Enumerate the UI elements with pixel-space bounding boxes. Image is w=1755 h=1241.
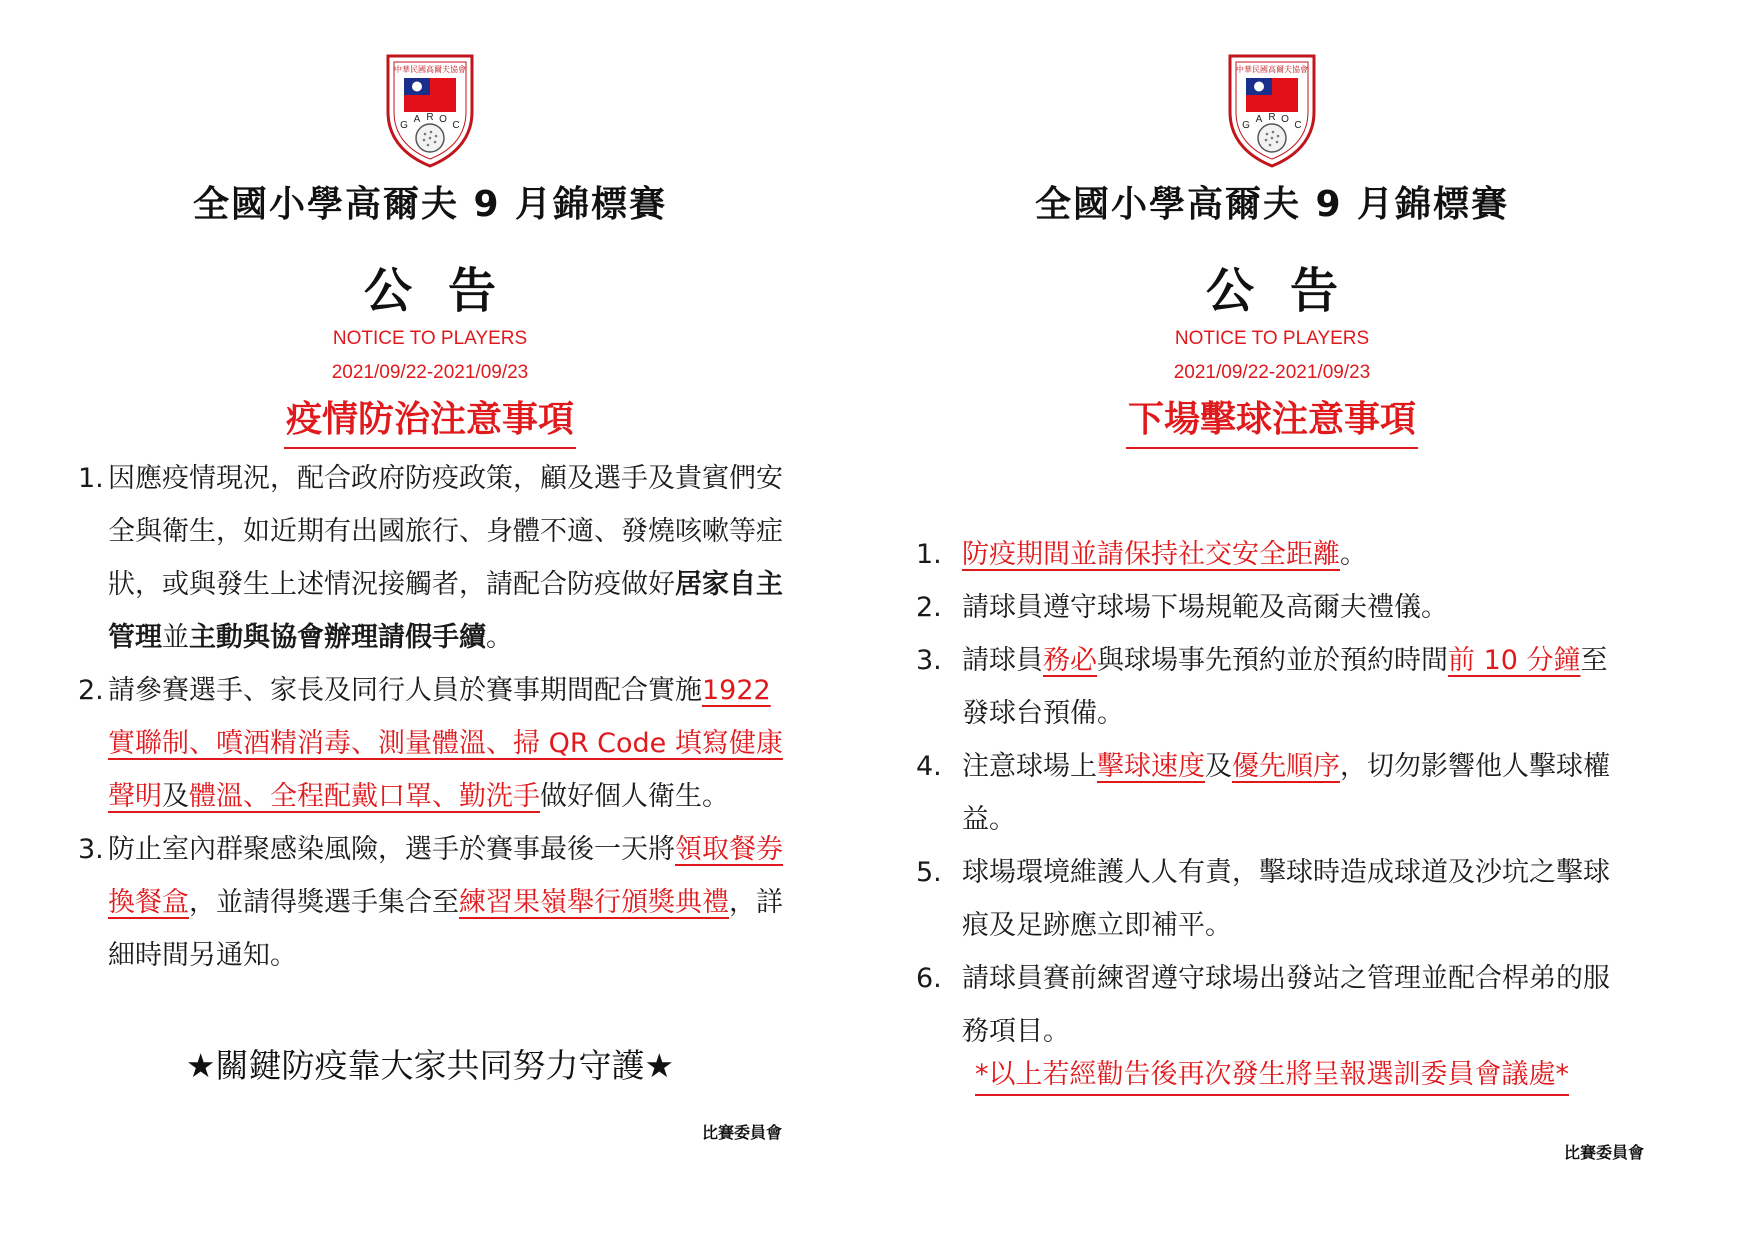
logo-letter-c: C	[452, 120, 460, 131]
item-number: 1.	[916, 539, 942, 570]
item-number: 2.	[78, 675, 104, 706]
notice-heading: 公告	[363, 263, 532, 319]
garoc-logo-icon	[378, 50, 482, 170]
list-item	[912, 846, 1632, 952]
slogan: ★關鍵防疫靠大家共同努力守護★	[185, 1046, 675, 1085]
item-number: 3.	[78, 834, 104, 865]
logo-letter-o: O	[1281, 114, 1289, 125]
item-highlight: 防疫期間並請保持社交安全距離	[962, 539, 1340, 570]
logo-letter-c: C	[1294, 120, 1302, 131]
page-title: 全國小學高爾夫 9 月錦標賽	[1034, 184, 1510, 225]
item-text: 做好個人衛生。	[540, 781, 729, 812]
logo-letter-r: R	[1268, 112, 1276, 123]
notice-en: NOTICE TO PLAYERS	[1174, 328, 1370, 349]
logo-letter-g: G	[400, 120, 408, 131]
item-text: 請參賽選手、家長及同行人員於賽事期間配合實施	[108, 675, 702, 706]
rules-list	[912, 528, 1632, 1058]
list-item	[70, 823, 790, 982]
right-notice-panel	[912, 0, 1644, 1241]
list-item	[912, 528, 1632, 581]
committee-signature: 比賽委員會	[1563, 1143, 1644, 1162]
item-highlight: 擊球速度	[1097, 751, 1205, 782]
logo-letter-a: A	[413, 114, 421, 125]
garoc-logo-icon	[1220, 50, 1324, 170]
item-number: 2.	[916, 592, 942, 623]
item-highlight: 練習果嶺舉行頒獎典禮	[459, 887, 729, 918]
logo-letter-o: O	[439, 114, 447, 125]
list-item	[912, 581, 1632, 634]
item-highlight: 務必	[1043, 645, 1097, 676]
item-text: ，詳細時間另通知。	[108, 887, 783, 971]
item-bold-text: 居家自主管理	[108, 569, 783, 653]
item-text: 防止室內群聚感染風險，選手於賽事最後一天將	[108, 834, 675, 865]
item-highlight: 體溫、全程配戴口罩、勤洗手	[189, 781, 540, 812]
committee-signature: 比賽委員會	[701, 1123, 782, 1142]
item-text: ，切勿影響他人擊球權益。	[962, 751, 1610, 835]
item-highlight: 領取餐券換餐盒	[108, 834, 783, 918]
event-dates: 2021/09/22-2021/09/23	[331, 362, 529, 383]
section-title-text: 下場擊球注意事項	[1126, 397, 1418, 449]
list-item	[70, 664, 790, 823]
logo-org-text: 中華民國高爾夫協會	[1236, 65, 1308, 74]
item-text: 請球員賽前練習遵守球場出發站之管理並配合桿弟的服務項目。	[962, 963, 1610, 1047]
notice-en: NOTICE TO PLAYERS	[332, 328, 528, 349]
item-text: 及	[162, 781, 189, 812]
item-text: 因應疫情現況，配合政府防疫政策，顧及選手及貴賓們安全與衛生，如近期有出國旅行、身體不適、發燒咳嗽等症狀，或與發生上述情況接觸者，請配合防疫做好	[108, 463, 783, 600]
warning-text: *以上若經勸告後再次發生將呈報選訓委員會議處*	[975, 1059, 1569, 1096]
list-item	[912, 634, 1632, 740]
list-item	[70, 452, 790, 664]
list-item	[912, 952, 1632, 1058]
item-text: 請球員	[962, 645, 1043, 676]
item-number: 3.	[916, 645, 942, 676]
page-title: 全國小學高爾夫 9 月錦標賽	[192, 184, 668, 225]
item-highlight: 1922 實聯制、噴酒精消毒、測量體溫、掃 QR Code 填寫健康聲明	[108, 675, 783, 812]
item-number: 4.	[916, 751, 942, 782]
section-title	[70, 397, 790, 449]
event-dates: 2021/09/22-2021/09/23	[1173, 362, 1371, 383]
item-text: 與球場事先預約並於預約時間	[1097, 645, 1448, 676]
item-text: 。	[1340, 539, 1367, 570]
item-bold-text: 主動與協會辦理請假手續	[189, 622, 486, 653]
item-text: 及	[1205, 751, 1232, 782]
item-text: 注意球場上	[962, 751, 1097, 782]
logo-org-text: 中華民國高爾夫協會	[394, 65, 466, 74]
item-number: 5.	[916, 857, 942, 888]
item-number: 6.	[916, 963, 942, 994]
item-text: 並	[162, 622, 189, 653]
item-text: ，並請得獎選手集合至	[189, 887, 459, 918]
notice-heading: 公告	[1205, 263, 1374, 319]
item-text: 至發球台預備。	[962, 645, 1608, 729]
list-item	[912, 740, 1632, 846]
section-title-text: 疫情防治注意事項	[284, 397, 576, 449]
item-text: 。	[486, 622, 513, 653]
logo-letter-a: A	[1255, 114, 1263, 125]
logo-letter-g: G	[1242, 120, 1250, 131]
logo-letter-r: R	[426, 112, 434, 123]
item-text: 請球員遵守球場下場規範及高爾夫禮儀。	[962, 592, 1448, 623]
notice-list	[70, 452, 790, 982]
item-highlight: 前 10 分鐘	[1448, 645, 1581, 676]
item-number: 1.	[78, 463, 104, 494]
section-title	[912, 397, 1632, 449]
item-text: 球場環境維護人人有責，擊球時造成球道及沙坑之擊球痕及足跡應立即補平。	[962, 857, 1610, 941]
warning-note	[912, 1052, 1632, 1091]
left-notice-panel	[70, 0, 790, 1241]
item-highlight: 優先順序	[1232, 751, 1340, 782]
